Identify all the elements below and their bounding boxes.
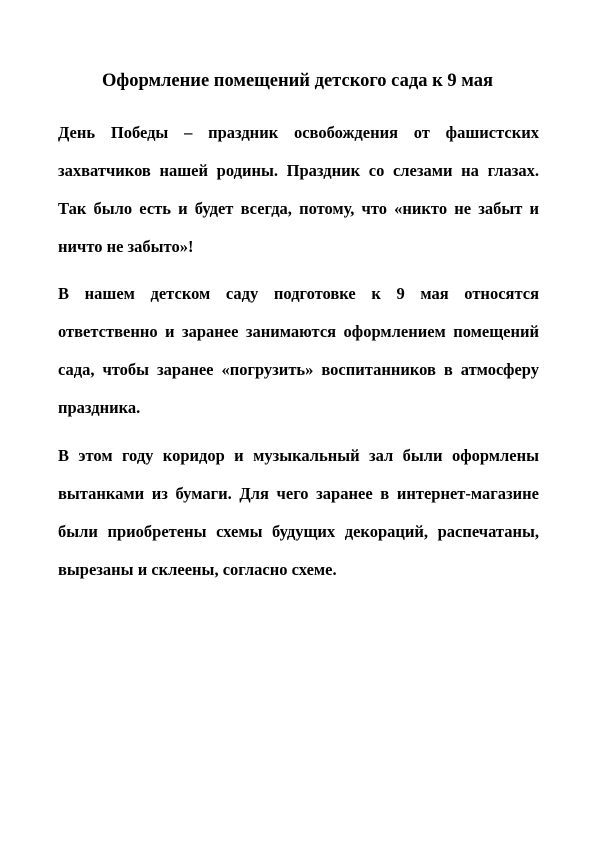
page-title: Оформление помещений детского сада к 9 мая xyxy=(102,71,493,91)
paragraph-2: В нашем детском саду подготовке к 9 мая относятся ответственно и заранее занимаются оформлением помещений сада, чтобы заранее «погрузить» воспитанников в атмосферу праздника. xyxy=(58,284,539,417)
paragraph-3: В этом году коридор и музыкальный зал были оформлены вытанками из бумаги. Для чего заранее в интернет-магазине были приобретены схемы будущих декораций, распечатаны, вырезаны и склеены, согласно схеме. xyxy=(58,446,539,579)
paragraph-1: День Победы – праздник освобождения от фашистских захватчиков нашей родины. Праздник со слезами на глазах. Так было есть и будет всегда, потому, что «никто не забыт и ничто не забыто»! xyxy=(58,123,539,256)
